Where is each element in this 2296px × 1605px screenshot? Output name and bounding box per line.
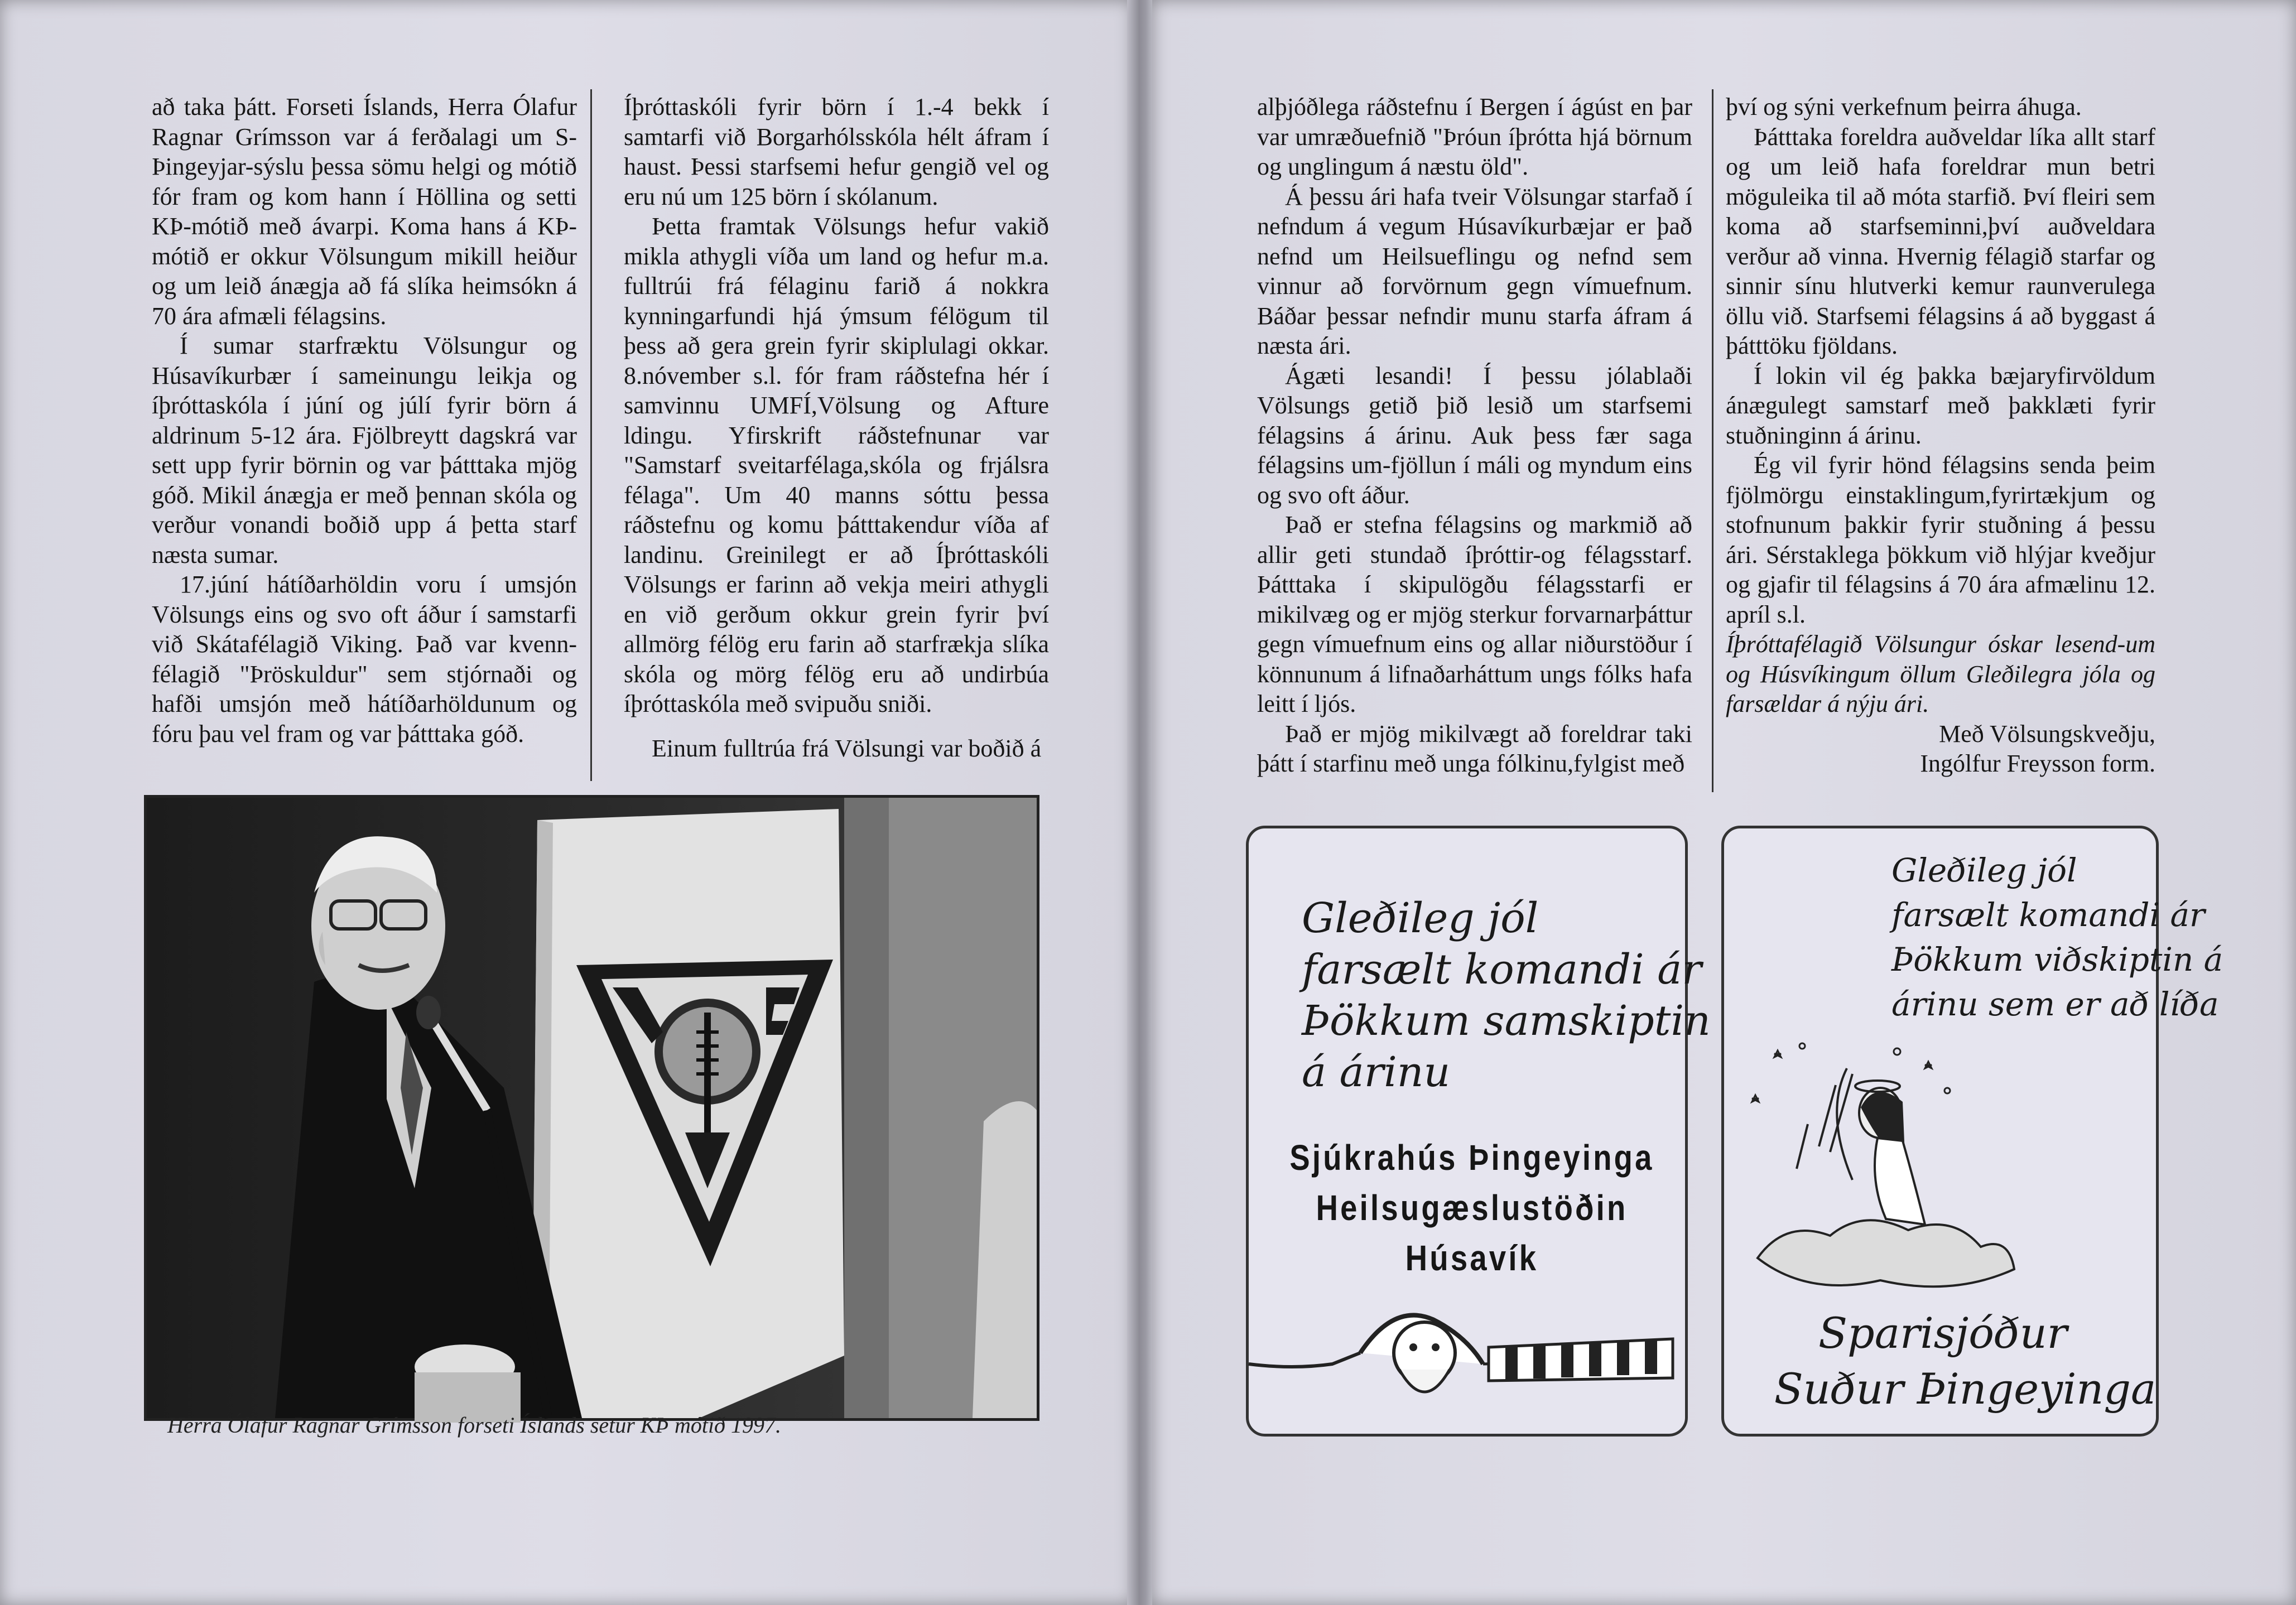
signature-name: Ingólfur Freysson form. [1920, 750, 2155, 777]
ad-greeting-text [1302, 893, 1711, 1098]
article-column-1 [152, 92, 577, 749]
photo-caption: Herra Ólafur Ragnar Grímsson forseti Íslands setur KÞ mótið 1997. [167, 1413, 782, 1438]
column-divider [590, 89, 592, 781]
greeting-line: árinu sem er að líða [1891, 985, 2219, 1023]
paragraph: Þetta framtak Völsungs hefur vakið mikla athygli víða um land og hefur m.a. fulltrúi frá félaginu farið á nokkra kynningarfundi hjá ýmsum félögum til þess að gera grein fyrir skiplulagi okkar. 8.nóvember s.l. fór fram ráðstefna hér í samvinnu UMFÍ,Völsung og Afture ldingu. Yfirskrift ráðstefnunar var "Samstarf sveitarfélaga,skóla og frjálsra félaga". Um 40 manns sóttu þessa ráðstefnu og komu þátttakendur víða af landinu. Greinilegt er að Íþróttaskóli Völsungs er farinn að vekja meiri athygli en við gerðum okkur grein fyrir því allmörg félög eru farin að starfrækja slíka skóla og mörg félög eru að undirbúa íþróttaskóla með svipuðu sniði. [624, 213, 1049, 717]
paragraph: Það er mjög mikilvægt að foreldrar taki þátt í starfinu með unga fólkinu,fylgist með [1257, 720, 1692, 777]
article-column-2 [624, 92, 1049, 763]
paragraph: að taka þátt. Forseti Íslands, Herra Ólafur Ragnar Grímsson var á ferðalagi um S-Þingeyjar-sýslu þessa sömu helgi og mótið fór fram og kom hann í Höllina og setti KÞ-mótið með ávarpi. Koma hans á KÞ-mótið er okkur Völsungum mikill heiður og um leið ánægja að fá slíka heimsókn á 70 ára afmæli félagsins. [152, 93, 577, 330]
greeting-line: á árinu [1302, 1048, 1451, 1096]
angel-icon [1741, 1035, 2053, 1303]
column-divider [1712, 89, 1713, 792]
article-column-3 [1257, 92, 1692, 779]
greeting-line: Gleðileg jól [1302, 894, 1539, 942]
paragraph: því og sýni verkefnum þeirra áhuga. [1726, 93, 2082, 121]
paragraph: Í sumar starfræktu Völsungur og Húsavíkurbær í sameinungu leikja og íþróttaskóla í júní og júlí fyrir börn á aldrinum 5-12 ára. Fjölbreytt dagskrá var sett upp fyrir börnin og var þátttaka mjög góð. Mikil ánægja er með þennan skóla og verður vonandi boðið upp á þetta starf næsta sumar. [152, 332, 577, 568]
paragraph: Ágæti lesandi! Í þessu jólablaði Völsungs getið þið lesið um starfsemi félagsins á árinu. Auk þess fær saga félagsins um-fjöllun í máli og myndum eins og svo oft áður. [1257, 362, 1692, 509]
president-photo [144, 795, 1039, 1421]
paragraph: Í lokin vil ég þakka bæjaryfirvöldum ánægulegt samstarf með þakklæti fyrir stuðninginn á árinu. [1726, 362, 2155, 449]
ad-sender [1724, 1305, 2162, 1417]
greeting-ad-savings-bank [1721, 826, 2223, 1437]
ad-greeting-text [1891, 848, 2223, 1026]
greeting-line: Þökkum samskiptin [1302, 997, 1711, 1045]
greeting-line: farsælt komandi ár [1891, 896, 2205, 934]
paragraph: Á þessu ári hafa tveir Völsungar starfað í nefndum á vegum Húsavíkurbæjar er það nefnd um Heilsueflingu og nefnd sem vinnur að forvörnum gegn vímuefnum. Báðar þessar nefndir munu starfa áfram á næsta ári. [1257, 182, 1692, 359]
ad-sender [1282, 1132, 1662, 1283]
greeting-line: farsælt komandi ár [1302, 946, 1702, 994]
santa-icon [1249, 1286, 1691, 1431]
paragraph: 17.júní hátíðarhöldin voru í umsjón Völsungs eins og svo oft áður í samstarfi við Skátafélagið Viking. Það var kvenn-félagið "Þröskuldur" sem stjórnaði og hafði umsjón með hátíðarhöldunum og fóru þau vel fram og var þátttaka góð. [152, 571, 577, 748]
sender-line: Heilsugæslustöðin Húsavík [1316, 1188, 1628, 1278]
closing-greeting: Íþróttafélagið Völsungur óskar lesend-um og Húsvíkingum öllum Gleðilegra jóla og farsældar á nýju ári. [1726, 630, 2155, 717]
signature-greeting: Með Völsungskveðju, [1939, 720, 2155, 748]
article-column-4 [1726, 92, 2155, 779]
paragraph: Þátttaka foreldra auðveldar líka allt starf og um leið hafa foreldrar mun betri möguleika til að móta starfið. Því fleiri sem koma að starfseminni,því auðveldara verður að vinna. Hvernig félagið starfar og sinnir sínu hlutverki kemur raunverulega öllu við. Starfsemi félagsins á að byggast á þátttöku fjöldans. [1726, 123, 2155, 359]
sender-line: Suður Þingeyinga [1774, 1364, 2157, 1414]
sender-line: Sparisjóður [1818, 1308, 2068, 1358]
paragraph: Það er stefna félagsins og markmið að allir geti stundað íþróttir-og félagsstarf. Þátttaka í skipulögðu félagsstarfi er mikilvæg og er mjög sterkur forvarnarþáttur gegn vímuefnum eins og allar niðurstöður í könnunum á lifnaðarháttum ungs fólks hafa leitt í ljós. [1257, 511, 1692, 717]
greeting-line: Gleðileg jól [1891, 851, 2077, 889]
paragraph: alþjóðlega ráðstefnu í Bergen í ágúst en þar var umræðuefnið "Þróun íþrótta hjá börnum og unglingum á næstu öld". [1257, 93, 1692, 180]
paragraph: Ég vil fyrir hönd félagsins senda þeim fjölmörgu einstaklingum,fyrirtækjum og stofnunum þakkir fyrir stuðning á þessu ári. Sérstaklega þökkum við hlýjar kveðjur og gjafir til félagsins á 70 ára afmælinu 12. apríl s.l. [1726, 451, 2155, 628]
sender-line: Sjúkrahús Þingeyinga [1289, 1138, 1654, 1178]
greeting-ad-hospital [1246, 826, 1711, 1437]
photo-image [147, 798, 1037, 1418]
paragraph: Einum fulltrúa frá Völsungi var boðið á [652, 734, 1042, 762]
greeting-line: Þökkum viðskiptin á [1891, 941, 2223, 979]
paragraph: Íþróttaskóli fyrir börn í 1.-4 bekk í samtarfi við Borgarhólsskóla hélt áfram í haust. Þessi starfsemi hefur gengið vel og eru nú um 125 börn í skólanum. [624, 93, 1049, 210]
